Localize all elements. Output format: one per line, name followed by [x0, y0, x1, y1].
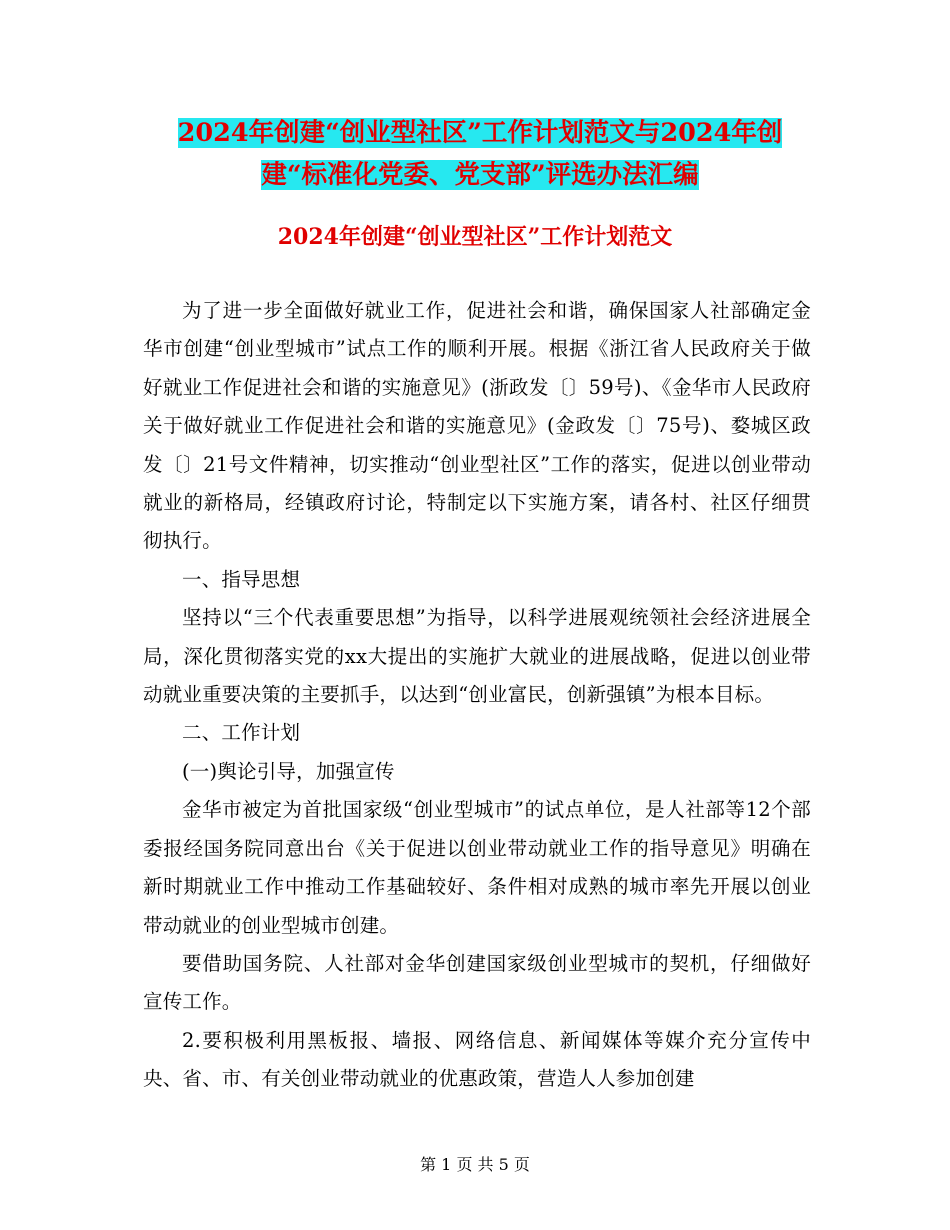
paragraph-intro: 为了进一步全面做好就业工作，促进社会和谐，确保国家人社部确定金华市创建“创业型城市”试点工作的顺利开展。根据《浙江省人民政府关于做好就业工作促进社会和谐的实施意见》(浙政发〔〕59号)、《金华市人民政府关于做好就业工作促进社会和谐的实施意见》(金政发〔〕75号)、婺城区政发〔〕21号文件精神，切实推动“创业型社区”工作的落实，促进以创业带动就业的新格局，经镇政府讨论，特制定以下实施方案，请各村、社区仔细贯彻执行。 [143, 299, 811, 553]
section-title: 2024年创建“创业型社区”工作计划范文 [277, 224, 673, 250]
heading-guiding-thought: 一、指导思想 [182, 567, 301, 591]
paragraph-opportunity: 要借助国务院、人社部对金华创建国家级创业型城市的契机，仔细做好宣传工作。 [143, 951, 811, 1014]
main-title-line-1: 2024年创建“创业型社区”工作计划范文与2024年创 [177, 118, 783, 148]
document-main-title [120, 112, 840, 196]
main-title-line-2: 建“标准化党委、党支部”评选办法汇编 [261, 160, 699, 190]
paragraph-media: 2.要积极利用黑板报、墙报、网络信息、新闻媒体等媒介充分宣传中央、省、市、有关创业带动就业的优惠政策，营造人人参加创建 [143, 1028, 811, 1091]
heading-work-plan: 二、工作计划 [182, 721, 301, 745]
paragraph-pilot-city: 金华市被定为首批国家级“创业型城市”的试点单位，是人社部等12个部委报经国务院同意出台《关于促进以创业带动就业工作的指导意见》明确在新时期就业工作中推动工作基础较好、条件相对成熟的城市率先开展以创业带动就业的创业型城市创建。 [143, 798, 811, 937]
document-body [143, 292, 811, 1099]
subheading-publicity: (一)舆论引导，加强宣传 [182, 759, 395, 783]
page-footer: 第 1 页 共 5 页 [420, 1155, 530, 1174]
paragraph-guiding-thought: 坚持以“三个代表重要思想”为指导，以科学进展观统领社会经济进展全局，深化贯彻落实党的xx大提出的实施扩大就业的进展战略，促进以创业带动就业重要决策的主要抓手，以达到“创业富民，创新强镇”为根本目标。 [143, 606, 811, 707]
